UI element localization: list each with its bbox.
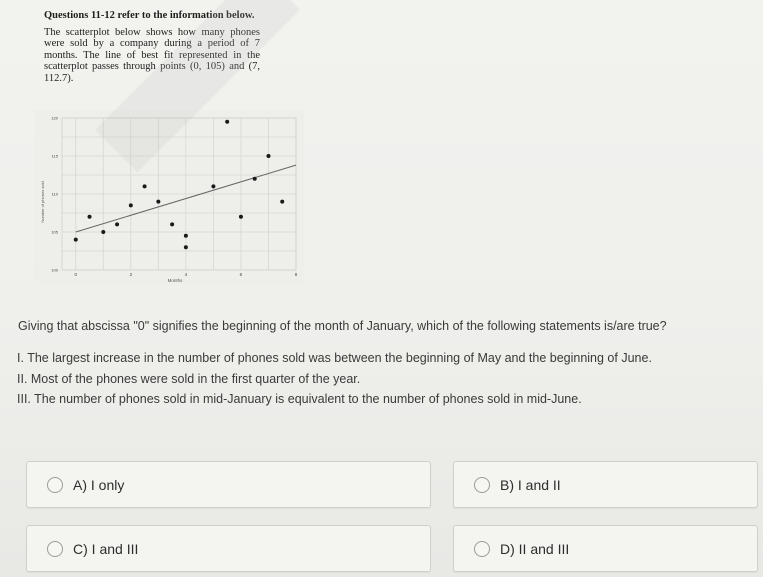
data-point <box>115 222 119 226</box>
x-tick-label: 2 <box>129 272 133 277</box>
data-point <box>143 184 147 188</box>
x-tick-label: 0 <box>74 272 78 277</box>
data-point <box>74 238 78 242</box>
radio-b[interactable] <box>474 477 490 493</box>
data-point <box>225 120 229 124</box>
radio-c[interactable] <box>47 541 63 557</box>
choice-d-label: D) II and III <box>500 541 570 557</box>
passage-heading: Questions 11-12 refer to the information below. <box>44 10 255 21</box>
data-point <box>101 230 105 234</box>
data-point <box>88 215 92 219</box>
choice-a[interactable] <box>26 461 431 508</box>
choice-d[interactable] <box>453 525 758 572</box>
choice-c[interactable] <box>26 525 431 572</box>
statements-list <box>17 351 747 413</box>
x-tick-label: 6 <box>239 272 243 277</box>
data-point <box>129 203 133 207</box>
y-tick-label: 120 <box>51 115 58 121</box>
data-point <box>239 215 243 219</box>
x-tick-label: 4 <box>184 272 188 277</box>
y-tick-label: 100 <box>51 267 58 273</box>
x-axis-label: Months <box>167 278 183 283</box>
radio-d[interactable] <box>474 541 490 557</box>
statement-1: I. The largest increase in the number of phones sold was between the beginning of May and the beginning of June. <box>17 351 652 365</box>
data-point <box>253 177 257 181</box>
scatterplot <box>34 110 304 285</box>
statement-3: III. The number of phones sold in mid-January is equivalent to the number of phones sold in mid-June. <box>17 392 582 406</box>
plot-background <box>34 110 304 285</box>
data-point <box>184 245 188 249</box>
data-point <box>184 234 188 238</box>
choice-c-label: C) I and III <box>73 541 139 557</box>
data-point <box>170 222 174 226</box>
passage-body: The scatterplot below shows how many phones were sold by a company during a period of 7 months. The line of best fit represented in the scatterplot passes through points (0, 105) and (7, 112.7). <box>44 26 260 84</box>
y-axis-label: Number of phones sold <box>40 181 45 223</box>
y-tick-label: 110 <box>51 191 58 197</box>
data-point <box>266 154 270 158</box>
y-tick-label: 105 <box>51 229 58 235</box>
data-point <box>211 184 215 188</box>
radio-a[interactable] <box>47 477 63 493</box>
passage <box>44 10 260 84</box>
choice-b[interactable] <box>453 461 758 508</box>
y-tick-label: 115 <box>51 153 58 159</box>
question-text: Giving that abscissa "0" signifies the beginning of the month of January, which of the following statements is/are true? <box>18 319 667 333</box>
data-point <box>280 200 284 204</box>
choice-b-label: B) I and II <box>500 477 561 493</box>
data-point <box>156 200 160 204</box>
choice-a-label: A) I only <box>73 477 125 493</box>
statement-2: II. Most of the phones were sold in the first quarter of the year. <box>17 371 361 386</box>
x-tick-label: 8 <box>294 272 298 277</box>
